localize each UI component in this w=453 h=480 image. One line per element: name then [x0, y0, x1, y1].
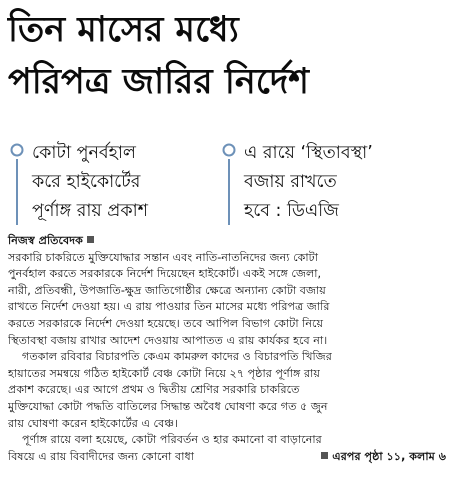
subhead-2-line-1: এ রায়ে ‘স্থিতাবস্থা’ [244, 143, 373, 163]
subhead-2-line-2: বজায় রাখতে [244, 172, 337, 192]
paragraph-line: গতকাল রবিবার বিচারপতি কেএম কামরুল কাদের ও বিচারপতি খিজির [22, 350, 332, 364]
headline [8, 4, 448, 108]
subhead-1 [8, 137, 216, 229]
subhead-1-line-1: কোটা পুনর্বহাল [32, 143, 136, 163]
paragraph-line: পুনর্বহাল করতে সরকারকে নির্দেশ দিয়েছেন হাইকোর্ট। একই সঙ্গে জেলা, [8, 267, 322, 281]
paragraph-1 [8, 250, 446, 350]
continuation-note[interactable] [321, 449, 446, 466]
paragraph-line: মুক্তিযোদ্ধা কোটা পদ্ধতি বাতিলের সিদ্ধান্ত অবৈধ ঘোষণা করে গত ৫ জুন [8, 399, 328, 413]
subhead-1-line-3: পূর্ণাঙ্গ রায় প্রকাশ [32, 201, 149, 221]
paragraph-line: করতে সরকারকে নির্দেশ দেওয়া হয়েছে। তবে আপিল বিভাগ কোটা নিয়ে [8, 316, 324, 330]
square-bullet-icon [321, 452, 328, 459]
paragraph-line: বিষয়ে এ রায় বিবাদীদের জন্য কোনো বাধা [8, 449, 194, 463]
continuation-text: এরপর পৃষ্ঠা ১১, কলাম ৬ [332, 449, 446, 463]
paragraph-line: হায়াতের সমন্বয়ে গঠিত হাইকোর্ট বেঞ্চ কোটা নিয়ে ২৭ পৃষ্ঠার পূর্ণাঙ্গ রায় [8, 366, 320, 380]
subheads [8, 137, 446, 229]
pin-icon [222, 143, 236, 157]
subhead-1-line-2: করে হাইকোর্টের [32, 172, 141, 192]
byline-text: নিজস্ব প্রতিবেদক [8, 234, 83, 247]
byline [8, 233, 446, 250]
pin-icon [10, 143, 24, 157]
subhead-2-line-3: হবে : ডিএজি [244, 201, 339, 221]
subhead-2-text [244, 139, 373, 226]
headline-line-2: পরিপত্র জারির নির্দেশ [8, 62, 309, 102]
paragraph-line: নারী, প্রতিবন্ধী, উপজাতি-ক্ষুদ্র জাতিগোষ্ঠীর ক্ষেত্রে অন্যান্য কোটা বজায় [8, 283, 326, 297]
paragraph-3 [8, 432, 446, 465]
accent-line [16, 159, 18, 225]
paragraph-line: স্থিতাবস্থা বজায় রাখার আদেশ দেওয়ায় আপাতত এ রায় কার্যকর হবে না। [8, 333, 328, 347]
paragraph-line: সরকারি চাকরিতে মুক্তিযোদ্ধার সন্তান এবং নাতি-নাতনিদের জন্য কোটা [8, 250, 319, 264]
accent-line [228, 159, 230, 225]
square-bullet-icon [87, 236, 94, 243]
paragraph-2 [8, 349, 446, 432]
paragraph-line: প্রকাশ করেছে। এর আগে প্রথম ও দ্বিতীয় শ্রেণির সরকারি চাকরিতে [8, 383, 300, 397]
subhead-1-text [32, 139, 148, 226]
paragraph-line: রাখতে নির্দেশ দেওয়া হয়। এ রায় পাওয়ার তিন মাসের মধ্যে পরিপত্র জারি [8, 300, 330, 314]
paragraph-line: রায় ঘোষণা করেন হাইকোর্টের এ বেঞ্চ। [8, 416, 179, 430]
paragraph-tail [8, 449, 446, 466]
headline-line-1: তিন মাসের মধ্যে [8, 10, 239, 50]
paragraph-line: পূর্ণাঙ্গ রায়ে বলা হয়েছে, কোটা পরিবর্তন ও হার কমানো বা বাড়ানোর [22, 433, 322, 447]
subhead-2 [220, 137, 446, 229]
article-body [8, 233, 446, 465]
